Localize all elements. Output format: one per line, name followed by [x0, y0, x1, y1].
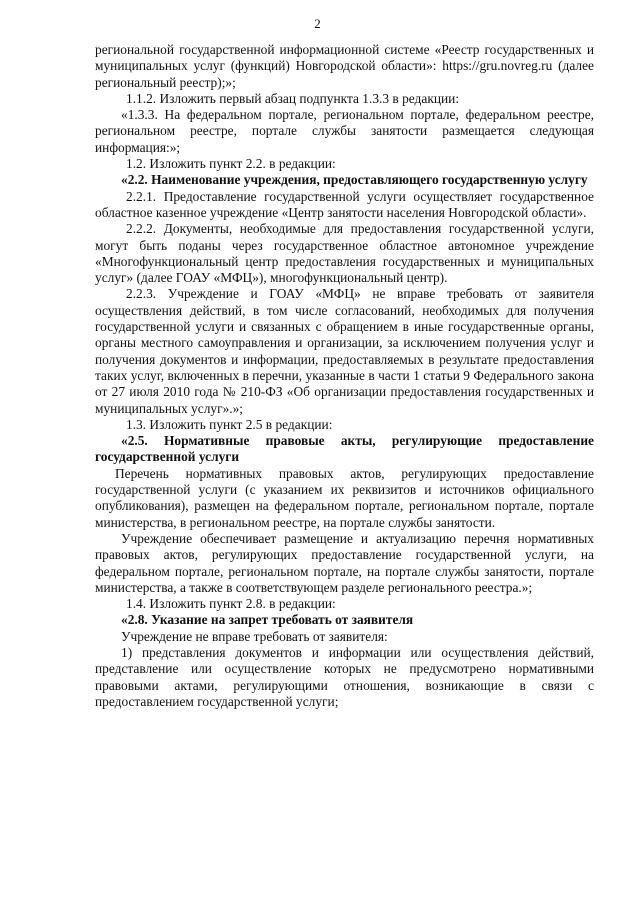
paragraph: «1.3.3. На федеральном портале, региональном портале, федеральном реестре, региональном реестре, портале службы занятости размещается следующая информация:»;	[95, 107, 594, 155]
paragraph: 2.2.1. Предоставление государственной услуги осуществляет государственное областное казенное учреждение «Центр занятости населения Новгородской области».	[95, 188, 594, 220]
paragraph: региональной государственной информационной системе «Реестр государственных и муниципальных услуг (функций) Новгородской области»: https://gru.novreg.ru (далее региональный реестр);»;	[95, 42, 594, 90]
paragraph: 1.3. Изложить пункт 2.5 в редакции:	[126, 416, 333, 432]
page-number: 2	[314, 16, 321, 31]
section-heading: «2.5. Нормативные правовые акты, регулирующие предоставление государственной услуги	[95, 433, 594, 465]
paragraph: 2.2.3. Учреждение и ГОАУ «МФЦ» не вправе требовать от заявителя осуществления действий, в том числе согласований, необходимых для получения государственной услуги и связанных с обращением в иные государственные органы, органы местного самоуправления и организации, за исключением получения услуг и получения документов и информации, предоставляемых в результате предоставления таких услуг, включенных в перечни, указанные в части 1 статьи 9 Федерального закона от 27 июля 2010 года № 210-ФЗ «Об организации предоставления государственных и муниципальных услуг».»;	[95, 286, 594, 416]
paragraph: 1) представления документов и информации или осуществления действий, представление или осуществление которых не предусмотрено нормативными правовыми актами, регулирующими отношения, возникающие в связи с предоставлением государственной услуги;	[95, 644, 594, 709]
section-heading: «2.2. Наименование учреждения, предоставляющего государственную услугу	[121, 172, 588, 188]
paragraph: Учреждение не вправе требовать от заявителя:	[121, 628, 388, 644]
section-heading: «2.8. Указание на запрет требовать от заявителя	[121, 612, 414, 628]
paragraph: 2.2.2. Документы, необходимые для предоставления государственной услуги, могут быть поданы через государственное областное автономное учреждение «Многофункциональный центр предоставления государственных и муниципальных услуг» (далее ГОАУ «МФЦ»), многофункциональный центр).	[95, 221, 594, 286]
paragraph: 1.4. Изложить пункт 2.8. в редакции:	[126, 596, 336, 612]
document-body	[95, 42, 594, 710]
paragraph: Учреждение обеспечивает размещение и актуализацию перечня нормативных правовых актов, регулирующих предоставление государственной услуги, на федеральном портале, региональном портале, на портале службы занятости, портале министерства, а также в соответствующем разделе регионального реестра.»;	[95, 530, 594, 595]
paragraph: 1.1.2. Изложить первый абзац подпункта 1.3.3 в редакции:	[126, 90, 460, 106]
paragraph: 1.2. Изложить пункт 2.2. в редакции:	[126, 156, 336, 172]
paragraph: Перечень нормативных правовых актов, регулирующих предоставление государственной услуги (с указанием их реквизитов и источников официального опубликования), размещен на федеральном портале, региональном портале, портале министерства, в региональном реестре, на портале службы занятости.	[95, 465, 594, 530]
